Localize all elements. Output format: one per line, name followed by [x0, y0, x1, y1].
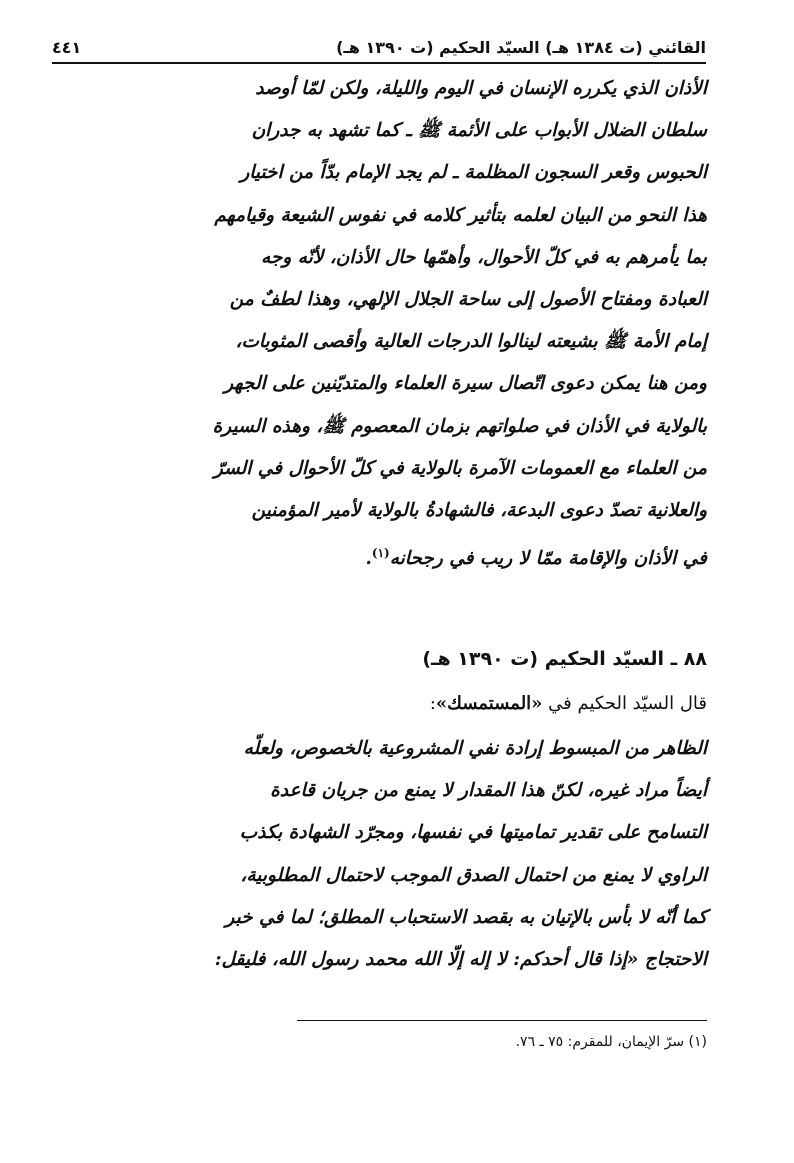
text-line: الحبوس وقعر السجون المظلمة ـ لم يجد الإمام بدّاً من اختيار: [240, 162, 707, 184]
footnote-reference[interactable]: (١): [371, 546, 390, 561]
intro-suffix: :: [429, 693, 436, 714]
section-heading: ٨٨ ـ السيّد الحكيم (ت ١٣٩٠ هـ): [422, 648, 707, 670]
section-intro: [78, 693, 707, 714]
header-rule: [52, 62, 706, 64]
book-title: «المستمسك»: [435, 693, 543, 714]
text-line: والعلانية تصدّ دعوى البدعة، فالشهادةُ بالولاية لأمير المؤمنين: [251, 500, 707, 522]
text-line: هذا النحو من البيان لعلمه بتأثير كلامه في نفوس الشيعة وقيامهم: [214, 204, 707, 226]
text-line: بما يأمرهم به في كلّ الأحوال، وأهمّها حال الأذان، لأنّه وجه: [261, 246, 707, 268]
text-line: أيضاً مراد غيره، لكنّ هذا المقدار لا يمنع من جريان قاعدة: [270, 780, 707, 802]
text-line: الظاهر من المبسوط إرادة نفي المشروعية بالخصوص، ولعلّه: [243, 738, 707, 759]
page-number: ٤٤١: [52, 37, 82, 57]
text-line: الاحتجاج «إذا قال أحدكم: لا إله إلّا الله محمد رسول الله، فليقل:: [214, 949, 707, 971]
footnote-rule: [297, 1020, 707, 1021]
text-line: سلطان الضلال الأبواب على الأئمة ﷺ ـ كما تشهد به جدران: [251, 120, 707, 142]
text-line: من العلماء مع العمومات الآمرة بالولاية في كلّ الأحوال في السرّ: [213, 457, 707, 479]
page-header: [52, 34, 706, 60]
text-line: الراوي لا يمنع من احتمال الصدق الموجب لاحتمال المطلوبية،: [240, 864, 707, 886]
text-line: إمام الأمة ﷺ بشيعته لينالوا الدرجات العالية وأقصى المثوبات،: [235, 331, 707, 353]
text-line: الأذان الذي يكرره الإنسان في اليوم والليلة، ولكن لمّا أوصد: [255, 78, 707, 99]
text-line: بالولاية في الأذان في صلواتهم بزمان المعصوم ﷺ، وهذه السيرة: [212, 415, 707, 437]
quoted-passage-2: [78, 728, 707, 981]
text-line-last: [78, 532, 707, 580]
end-period: .: [365, 548, 372, 570]
text-line: التسامح على تقدير تماميتها في نفسها، ومجرّد الشهادة بكذب: [239, 822, 707, 844]
text-line: العبادة ومفتاح الأصول إلى ساحة الجلال الإلهي، وهذا لطفٌ من: [229, 289, 707, 311]
running-title: القائني (ت ١٣٨٤ هـ) السيّد الحكيم (ت ١٣٩٠ هـ): [336, 37, 706, 57]
footnote: (١) سرّ الإيمان، للمقرم: ٧٥ ـ ٧٦.: [515, 1034, 707, 1050]
text-line: كما أنّه لا بأس بالإتيان به بقصد الاستحباب المطلق؛ لما في خبر: [225, 906, 707, 928]
text-line: ومن هنا يمكن دعوى اتّصال سيرة العلماء والمتديّنين على الجهر: [224, 373, 707, 395]
intro-prefix: قال السيّد الحكيم في: [548, 693, 707, 714]
quoted-passage-1: [78, 68, 707, 581]
text-line-content: في الأذان والإقامة ممّا لا ريب في رجحانه: [389, 548, 707, 570]
